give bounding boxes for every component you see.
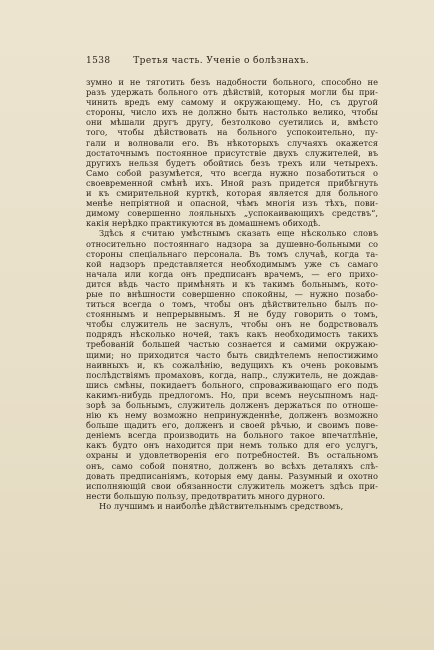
text-line: стояннымъ и непрерывнымъ. Я не буду говорить о томъ, <box>86 309 378 320</box>
text-line: Но лучшимъ и наиболѣе дѣйствительнымъ средствомъ, <box>99 500 344 511</box>
paragraph <box>86 228 378 501</box>
text-line: какимъ-нибудь предлогомъ. Но, при всемъ неусыпномъ над- <box>86 389 378 400</box>
text-line: денiемъ всегда производить на больного такое впечатлѣнiе, <box>86 430 378 441</box>
text-line: рые по внѣшности совершенно спокойны, — нужно позабо- <box>86 288 378 299</box>
text-line: наивныхъ и, къ сожалѣнiю, ведущихъ къ очень роковымъ <box>86 359 378 370</box>
text-line: начала или когда онъ предписанъ врачемъ, — его прихо- <box>86 268 378 279</box>
text-line: онъ, само собой понятно, долженъ во всѣхъ деталяхъ слѣ- <box>86 460 378 471</box>
body-text <box>86 77 378 511</box>
text-line: кой надзоръ представляется необходимымъ уже съ самаго <box>86 258 378 269</box>
text-line: шись смѣны, покидаетъ больного, спроваживающаго его подъ <box>86 379 378 390</box>
text-line: гали и волновали его. Въ нѣкоторыхъ случаяхъ окажется <box>86 137 378 148</box>
text-line: разъ удержать больного отъ дѣйствiй, которыя могли бы при- <box>86 87 378 98</box>
text-line: чтобы служитель не заснулъ, чтобы онъ не бодрствовалъ <box>86 319 378 330</box>
paragraph <box>86 77 378 228</box>
page-header <box>86 56 386 66</box>
text-line: и къ смирительной курткѣ, которая является для больного <box>86 188 378 199</box>
text-line: своевременной смѣнѣ ихъ. Иной разъ придется прибѣгнуть <box>86 177 378 188</box>
page-number: 1538 <box>86 56 111 66</box>
text-line: подрядъ нѣсколько ночей, такъ какъ необходимость такихъ <box>86 329 378 340</box>
text-line: димому совершенно лояльныхъ „успокаивающихъ средствъ“, <box>86 208 378 219</box>
paragraph <box>86 501 378 511</box>
text-line: щими; но приходится часто быть свидѣтелемъ непостижимо <box>86 349 378 360</box>
text-line: стороны спецiальнаго персонала. Въ томъ случаѣ, когда та- <box>86 248 378 259</box>
text-line: нiю къ нему возможно непринужденнѣе, долженъ возможно <box>86 410 378 421</box>
text-line: довать предписанiямъ, которыя ему даны. Разумный и охотно <box>86 470 378 481</box>
text-line: чинить вредъ ему самому и окружающему. Но, съ другой <box>86 97 378 108</box>
text-line: Здѣсь я считаю умѣстнымъ сказать еще нѣсколько словъ <box>99 228 378 239</box>
running-title: Третья часть. Ученiе о болѣзнахъ. <box>133 56 309 66</box>
text-line: какiя нерѣдко практикуются въ домашнемъ обиходѣ. <box>86 218 321 229</box>
text-line: охраны и удовлетворенiя его потребностей. Въ остальномъ <box>86 450 378 461</box>
text-line: другихъ нельзя будетъ обойтись безъ трехъ или четырехъ. <box>86 157 378 168</box>
text-line: относительно постояннаго надзора за душевно-больными со <box>86 238 378 249</box>
text-line: менѣе непрiятной и опасной, чѣмъ многiя изъ тѣхъ, пови- <box>86 198 378 209</box>
text-line: больше щадить его, долженъ и своей рѣчью, и своимъ пове- <box>86 420 378 431</box>
text-line: стороны, число ихъ не должно быть настолько велико, чтобы <box>86 107 378 118</box>
text-line: титься всегда о томъ, чтобы онъ дѣйствительно былъ по- <box>86 299 378 310</box>
text-line: того, чтобы дѣйствовать на больного успокоительно, пу- <box>86 127 378 138</box>
text-line: исполняющiй свои обязанности служитель можетъ здѣсь при- <box>86 480 378 491</box>
text-line: послѣдствiямъ промаховъ, когда, напр., служитель, не дождав- <box>86 369 378 380</box>
text-line: зорѣ за больнымъ, служитель долженъ держаться по отноше- <box>86 400 378 410</box>
text-line: нести большую пользу, предотвратить много дурного. <box>86 490 326 501</box>
text-line: они мѣшали другъ другу, безтолково суетились и, вмѣсто <box>86 117 378 128</box>
text-line: Само собой разумѣется, что всегда нужно позаботиться о <box>86 167 378 178</box>
text-line: требованiй большей частью сознается и самими окружаю- <box>86 339 378 350</box>
text-line: достаточнымъ постоянное присутствiе двухъ служителей, въ <box>86 147 378 158</box>
text-line: зумно и не тяготить безъ надобности больного, способно не <box>86 77 378 87</box>
text-line: какъ будто онъ находится при немъ только для его услугъ, <box>86 440 378 451</box>
text-line: дится вѣдь часто примѣнять и къ такимъ больнымъ, кото- <box>86 278 378 289</box>
